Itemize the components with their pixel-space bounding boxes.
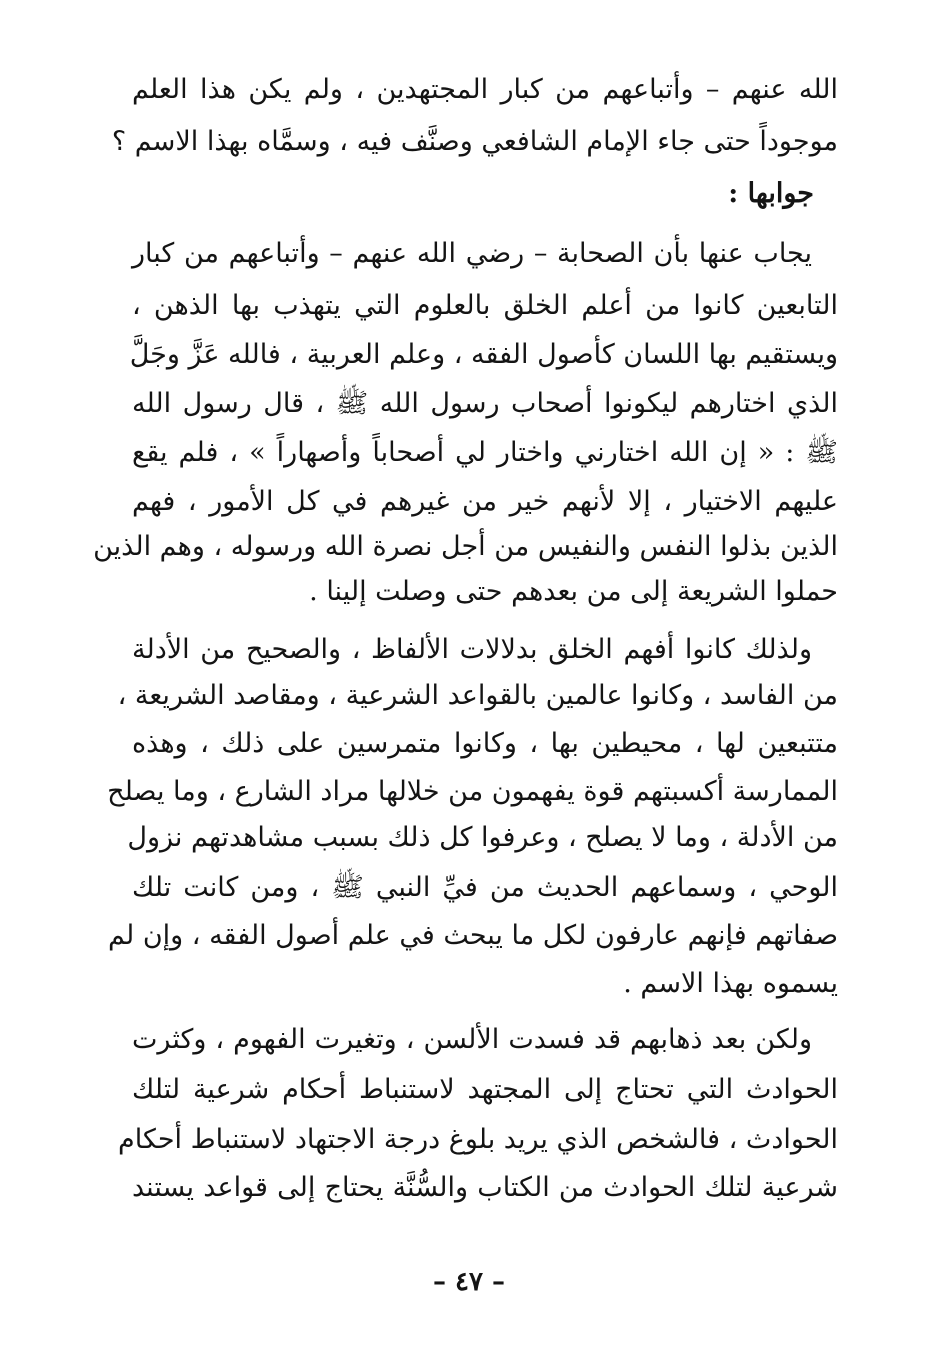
text-line: الذين بذلوا النفس والنفيس من أجل نصرة الله ورسوله ، وهم الذين [93,531,838,562]
text-line: حملوا الشريعة إلى من بعدهم حتى وصلت إلينا . [309,576,838,607]
text-line: شرعية لتلك الحوادث من الكتاب والسُّنَّة يحتاج إلى قواعد يستند [132,1172,838,1203]
text-line: الممارسة أكسبتهم قوة يفهمون من خلالها مراد الشارع ، وما يصلح [107,776,838,807]
text-line: ولذلك كانوا أفهم الخلق بدلالات الألفاظ ، والصحيح من الأدلة [132,634,812,665]
text-line: من الأدلة ، وما لا يصلح ، وعرفوا كل ذلك بسبب مشاهدتهم نزول [127,822,838,853]
text-line: ولكن بعد ذهابهم قد فسدت الألسن ، وتغيرت الفهوم ، وكثرت [132,1024,812,1055]
text-line: التابعين كانوا من أعلم الخلق بالعلوم التي يتهذب بها الذهن ، [132,290,838,321]
text-line: الحوادث ، فالشخص الذي يريد بلوغ درجة الاجتهاد لاستنباط أحكام [118,1124,838,1155]
text-line: الذي اختارهم ليكونوا أصحاب رسول الله ﷺ ، قال رسول الله [132,388,838,419]
text-line: الله عنهم – وأتباعهم من كبار المجتهدين ، ولم يكن هذا العلم [132,74,838,105]
text-line: من الفاسد ، وكانوا عالمين بالقواعد الشرعية ، ومقاصد الشريعة ، [117,680,838,711]
text-line: ويستقيم بها اللسان كأصول الفقه ، وعلم العربية ، فالله عَزَّ وجَلَّ [129,339,838,370]
text-line: ﷺ : « إن الله اختارني واختار لي أصحاباً وأصهاراً » ، فلم يقع [132,437,838,468]
text-line: عليهم الاختيار ، إلا لأنهم خير من غيرهم في كل الأمور ، فهم [132,486,838,517]
text-line: متتبعين لها ، محيطين بها ، وكانوا متمرسين على ذلك ، وهذه [132,728,838,759]
section-heading: جوابها : [728,178,814,209]
text-line: الحوادث التي تحتاج إلى المجتهد لاستنباط أحكام شرعية لتلك [132,1074,838,1105]
text-line: الوحي ، وسماعهم الحديث من فيِّ النبي ﷺ ، ومن كانت تلك [132,872,838,903]
text-line: يسموه بهذا الاسم . [623,968,838,999]
page-number: – ٤٧ – [432,1267,506,1297]
text-line: صفاتهم فإنهم عارفون لكل ما يبحث في علم أصول الفقه ، وإن لم [108,920,838,951]
text-line: يجاب عنها بأن الصحابة – رضي الله عنهم – وأتباعهم من كبار [132,238,812,269]
text-line: موجوداً حتى جاء الإمام الشافعي وصنَّف فيه ، وسمَّاه بهذا الاسم ؟ [111,126,838,157]
